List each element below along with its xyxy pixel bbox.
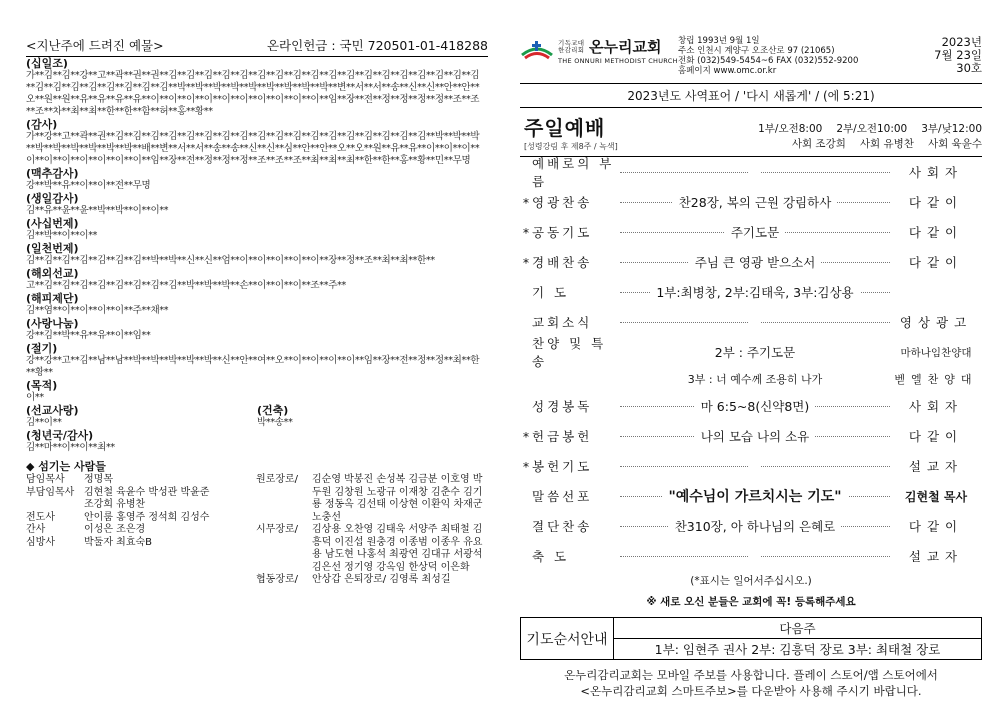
officer-row [26,512,248,525]
section-heading: (선교사랑) [26,404,79,417]
elder-names: 김순영 박봉진 손성복 김금분 이호영 박두원 김창원 노광규 이재창 김춘수 김기룡 정동옥 김선태 이상현 이환익 차재군 노충선 [312,474,483,523]
officers-title: ◆ 섬기는 사람들 [26,460,106,473]
service-leader-2: 사회 유병찬 [859,138,914,150]
service-time-2: 2부/오전10:00 [836,123,908,135]
section-heading: (감사) [26,118,58,131]
service-header [520,108,982,157]
order-leader: 설교자 [908,549,964,564]
order-row [520,511,982,541]
order-content-wrap [620,427,890,445]
order-label: 공동기도 [532,225,593,240]
prayer-schedule [520,617,982,660]
elder-row [256,524,488,574]
order-row [520,391,982,421]
bulletin-date [892,36,982,75]
section-heading: (건축) [257,404,289,417]
order-label: 봉헌기도 [532,459,593,474]
order-leader: 영상광고 [899,315,973,330]
officer-row [26,537,248,550]
officers-left-col [26,474,248,587]
order-label: 경배찬송 [532,255,593,270]
church-name: 온누리교회 [589,38,662,56]
order-content: 주님 큰 영광 받으소서 [689,255,822,270]
section-names: 가**강**고**곽**권**김**김**김**김**김**김**김**김**김**김**김**김**김**김**김**김**김**김**박**박**박**박**박**박**박**박**박**배**변**서**서**송**송**신**신**심**안**안**오**오**원**유**유**이**이**이**이**이**이**이**이**이**이**임**장**전**정**정**정**조**조**조**최**최**최**한**한**홍**황**민**무명 [26,131,480,166]
order-row [520,157,982,187]
section-heading: (사십번제) [26,217,79,230]
order-row [520,451,982,481]
section-names: 김**김**김**김**김**김**김**박**박**신**신**엄**이**이**이**이**이**장**정**조**최**최**한** [26,255,435,266]
officer-role: 전도사 [26,511,55,523]
officer-row [26,487,248,500]
order-leader: 다같이 [908,195,964,210]
officer-role: 간사 [26,524,46,535]
order-label: 예배로의 부름 [532,156,615,189]
order-row [520,541,982,571]
officer-names: 안이룸 홍영주 정석희 김성수 [84,511,210,523]
order-leader: 다같이 [908,519,964,534]
officer-role: 부담임목사 [26,486,75,498]
section-heading: (맥추감사) [26,167,79,180]
mobile-bulletin-notice [520,667,982,699]
order-content-wrap [620,253,890,271]
section-heading: (절기) [26,342,58,355]
order-leader: 김현철 목사 [904,489,968,504]
section-names: 강**강**고**김**남**남**박**박**박**박**박**신**안**여**오**이**이**이**이**임**장**전**정**정**최**한**황** [26,355,480,378]
order-of-worship [520,157,982,571]
order-row [520,247,982,277]
notice-line-1: 온누리감리교회는 모바일 주보를 사용합니다. 플레이 스토어/앱 스토어에서 [564,668,938,682]
stand-mark: * [522,458,530,474]
mission-building-row [26,404,488,429]
section-names: 김**이** [26,417,62,428]
founded-date: 창립 1993년 9월 1일 [678,36,760,46]
section-names: 강**김**박**유**유**이**임** [26,330,151,341]
section-names: 김**마**이**이**최** [26,442,115,453]
order-label: 교회소식 [532,315,593,330]
order-content: 3부 : 너 예수께 조용히 나가 [682,373,828,386]
service-subtitle: [성령강림 후 제8주 / 녹색] [524,142,618,151]
church-address: 주소 인천시 계양구 오조산로 97 (21065) [678,46,835,56]
section-names: 박**송** [257,417,293,428]
order-content-wrap [620,549,890,564]
order-content-wrap [620,315,890,330]
order-content-wrap [620,371,890,387]
officer-row [26,474,248,487]
elder-names: 안상갑 은퇴장로/ 김영록 최성길 [312,574,451,585]
order-content: 마 6:5~8(신약8면) [695,399,816,414]
prayer-text: 1부: 임현주 권사 2부: 김흥덕 장로 3부: 최태철 장로 [654,642,941,657]
order-content-wrap [620,397,890,415]
offering-title: <지난주에 드려진 예물> [26,38,164,53]
order-content [749,549,761,564]
church-homepage[interactable]: 홈페이지 www.omc.or.kr [678,66,777,76]
order-leader: 사회자 [908,399,964,414]
order-content [749,315,761,330]
order-content: "예수님이 가르치시는 기도" [662,489,847,505]
stand-mark: * [522,194,530,210]
elder-role: 시무장로/ [256,524,299,535]
order-row [520,367,982,391]
stand-mark: * [522,224,530,240]
elder-names: 김상용 오찬영 김태욱 서양주 최태철 김흥덕 이진섭 원충경 이종범 이종우 유요용 남도현 나홍석 최광연 김대규 서광석 김은선 정기영 강옥임 한상덕 이은화 [312,524,483,573]
order-content: 1부:최병창, 2부:김태욱, 3부:김상용 [650,285,859,300]
service-time-3: 3부/낮12:00 [921,123,982,135]
section-heading: (사랑나눔) [26,317,79,330]
welcome-note: ※ 새로 오신 분들은 교회에 꼭! 등록해주세요 [646,596,856,608]
order-label: 성경봉독 [532,399,593,414]
order-row [520,481,982,511]
offering-sections [26,58,488,404]
order-label: 헌금봉헌 [532,429,593,444]
order-content-wrap [620,343,890,361]
section-heading: (목적) [26,379,58,392]
elder-row [256,474,488,524]
order-content-wrap [620,165,890,180]
section-names: 김**염**이**이**이**이**주**채** [26,305,169,316]
order-content-wrap [620,193,890,211]
order-content-wrap [620,486,890,506]
officers-box [26,458,488,587]
bulletin-issue: 30호 [956,61,982,75]
order-label: 찬양 및 특송 [532,336,607,369]
order-content: 찬28장, 복의 근원 강림하사 [673,195,838,210]
elder-role: 협동장로/ [256,574,299,585]
order-leader: 다같이 [908,429,964,444]
order-label: 영광찬송 [532,195,593,210]
officers-right-col [256,474,488,587]
section-heading: (해피제단) [26,292,79,305]
online-giving: 온라인헌금 : 국민 720501-01-418288 [266,38,488,53]
bulletin-header [520,36,982,80]
service-leader-3: 사회 육윤수 [927,138,982,150]
service-leader-1: 사회 조강희 [791,138,846,150]
section-names: 김**유**윤**윤**박**박**이**이** [26,205,169,216]
service-time-1: 1부/오전8:00 [758,123,823,135]
order-content [749,459,761,474]
order-leader: 다같이 [908,255,964,270]
section-heading: (청년국/감사) [26,429,94,442]
order-content: 찬310장, 아 하나님의 은혜로 [669,519,842,534]
officer-row [26,499,248,512]
officer-row [26,524,248,537]
section-heading: (십일조) [26,57,68,70]
stand-mark: * [522,428,530,444]
bulletin-day: 7월 23일 [934,48,982,62]
order-leader: 설교자 [908,459,964,474]
offering-header [26,36,488,57]
officer-names: 박둘자 최효숙B [84,536,152,548]
officer-names: 김현철 육윤수 박성관 박윤준 [84,486,210,498]
officer-names: 이성은 조은경 [84,524,146,535]
section-names: 강**박**유**이**이**전**무명 [26,180,151,191]
order-content [749,165,761,180]
order-label: 축 도 [532,549,570,564]
left-panel [26,36,488,587]
order-content: 주기도문 [725,225,785,240]
officer-role [26,499,84,512]
ministry-theme: 2023년도 사역표어 / '다시 새롭게' / (에 5:21) [520,83,982,108]
order-leader: 벧엘찬양대 [894,373,978,386]
section-heading: (해외선교) [26,267,79,280]
prayer-label: 기도순서안내 [521,618,614,659]
officer-role: 심방사 [26,536,55,548]
section-names: 김**박**이**이** [26,230,98,241]
order-leader: 다같이 [908,225,964,240]
order-content: 2부 : 주기도문 [709,345,802,360]
church-denomination: 기독교대한감리회 [558,38,585,54]
stand-mark: * [522,254,530,270]
church-logo-icon [520,39,554,63]
order-leader: 사회자 [908,165,964,180]
church-info [678,36,892,76]
order-row [520,277,982,307]
elder-role: 원로장로/ [256,474,299,485]
order-leader: 마하나임찬양대 [900,346,972,359]
prayer-next: 다음주 [614,618,981,639]
order-content: 나의 모습 나의 소유 [695,429,816,444]
order-label: 기 도 [532,285,570,300]
order-content-wrap [620,283,890,301]
order-row [520,307,982,337]
section-names: 가**김**김**강**고**곽**권**권**김**김**김**김**김**김**김**김**김**김**김**김**김**김**김**김**김**김**김**김**김**김**김**김**김**김**박**박**박**박**박**박**박**박**박**변**서**서**송**신**신**안**안**오**원**원**유**유**유**유**이**이**이**이**이**이**이**이**이**이**임**장**전**정**정**정**정**조**조**조**차**최**최**한**한**함**허**홍**황** [26,70,480,117]
stand-note: (*표시는 일어서주십시오.) [690,575,812,587]
elder-row [256,574,488,587]
section-names: 이** [26,392,44,403]
order-row [520,421,982,451]
right-panel [520,36,982,699]
church-phone: 전화 (032)549-5454~6 FAX (032)552-9200 [678,56,859,66]
section-names: 고**김**김**김**김**김**김**김**김**박**박**박**손**이**이**이**조**주** [26,280,346,291]
officer-role: 담임목사 [26,474,65,485]
church-logo [520,36,678,65]
order-content-wrap [620,223,890,241]
order-row [520,337,982,367]
service-title: 주일예배 [524,116,606,140]
order-row [520,187,982,217]
service-times [704,122,982,152]
order-content-wrap [620,517,890,535]
section-heading: (일천번제) [26,242,79,255]
notice-line-2: <온누리감리교회 스마트주보>를 다운받아 사용해 주시기 바랍니다. [580,684,922,698]
bulletin-year: 2023년 [941,35,982,49]
order-row [520,217,982,247]
section-heading: (생일감사) [26,192,79,205]
order-label: 결단찬송 [532,519,593,534]
order-label: 말씀선포 [532,489,593,504]
officer-names: 조강희 유병찬 [84,499,146,510]
officer-names: 정명목 [84,474,113,485]
order-content-wrap [620,459,890,474]
church-english-name: THE ONNURI METHODIST CHURCH [558,57,678,65]
